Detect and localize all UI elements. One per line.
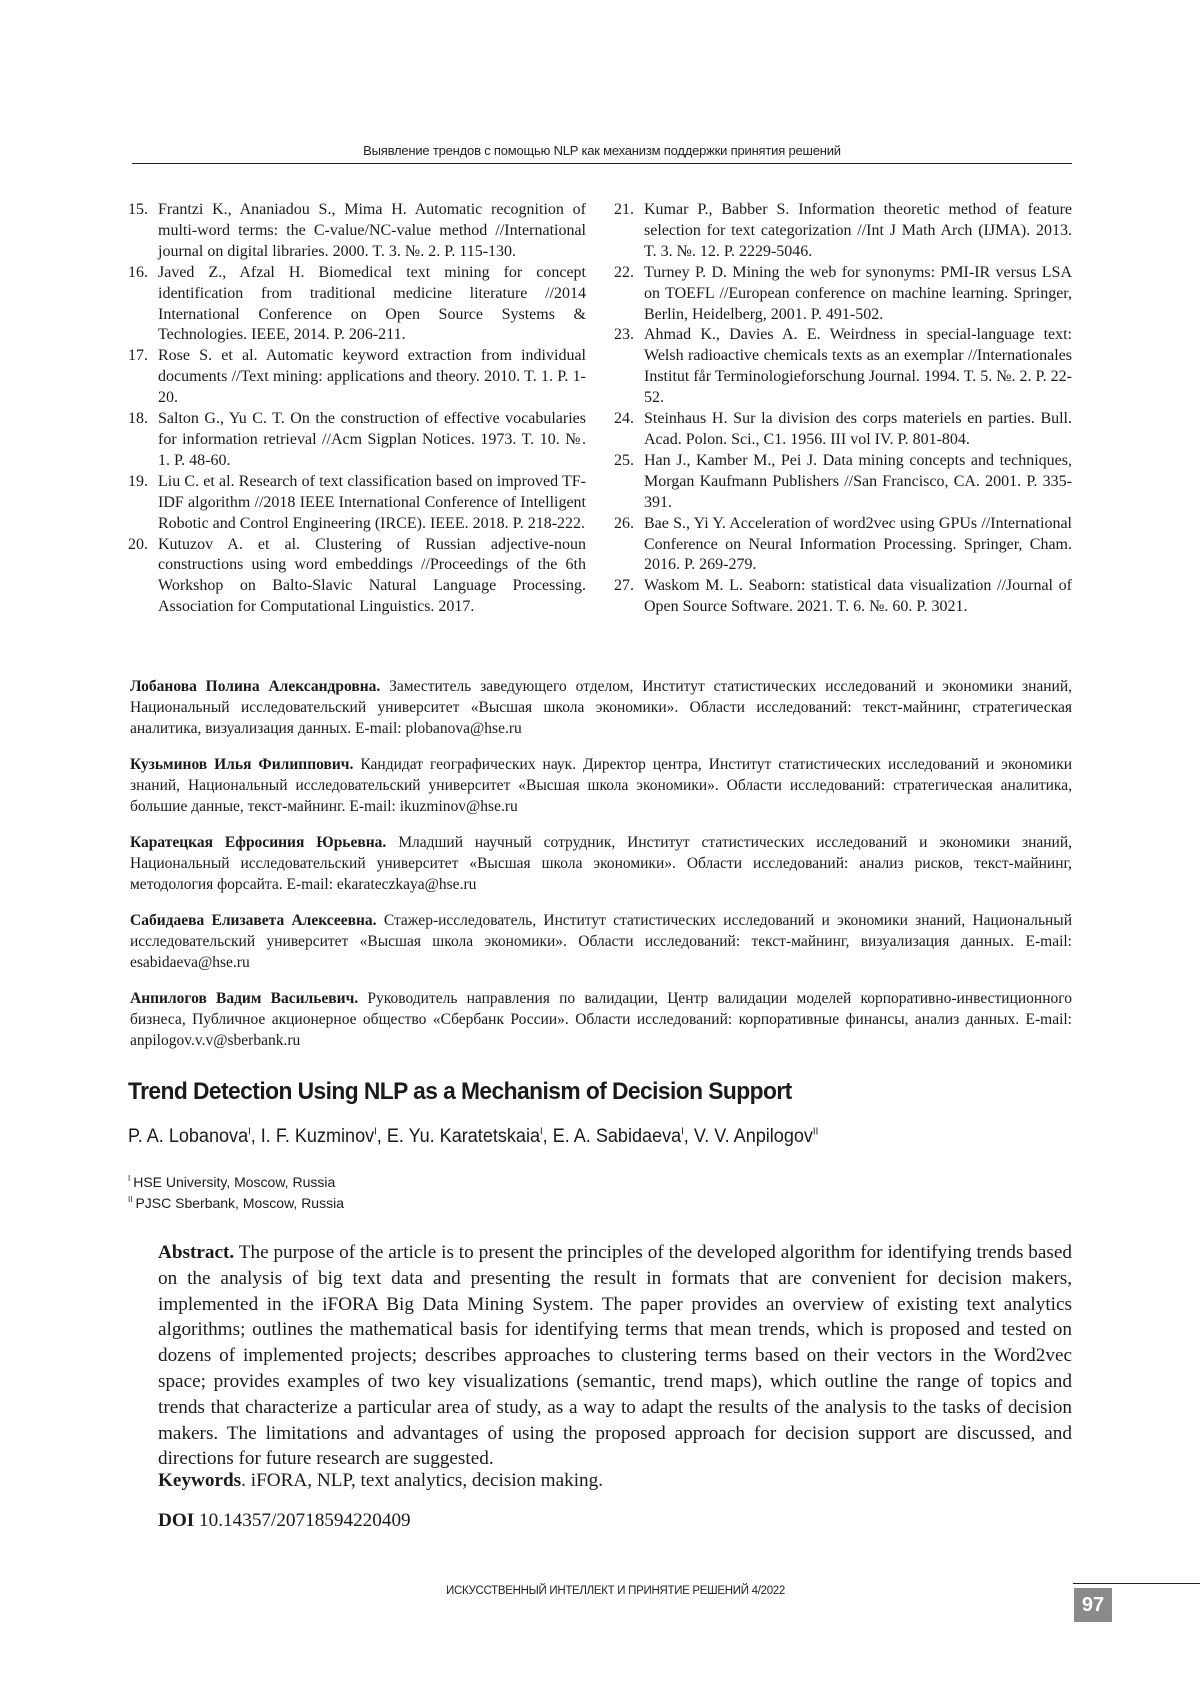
reference-number: 22. — [614, 263, 634, 281]
reference-text: Salton G., Yu C. T. On the construction of effective vocabularies for information retrieval //Acm Sigplan Notices. 1973. T. 10. №. 1. P. 48-60. — [158, 410, 586, 469]
footer-journal-title: ИСКУССТВЕННЫЙ ИНТЕЛЛЕКТ И ПРИНЯТИЕ РЕШЕНИЙ 4/2022 — [446, 1585, 785, 1597]
author-bios — [130, 676, 1072, 1066]
reference-text: Rose S. et al. Automatic keyword extraction from individual documents //Text mining: applications and theory. 2010. T. 1. P. 1-20. — [158, 347, 586, 407]
reference-number: 16. — [128, 263, 148, 281]
affiliation-mark: I — [374, 1126, 377, 1138]
reference-item — [614, 451, 1072, 514]
affiliation-text: HSE University, Moscow, Russia — [133, 1174, 336, 1190]
doi-label: DOI — [158, 1510, 195, 1531]
author-name: P. A. Lobanova — [128, 1126, 249, 1147]
reference-text: Frantzi K., Ananiadou S., Mima H. Automatic recognition of multi-word terms: the C-value/NC-value method //International journal on digital libraries. 2000. T. 3. №. 2. P. 115-130. — [158, 201, 586, 260]
author-separator: , — [683, 1126, 694, 1147]
reference-item — [128, 472, 586, 535]
author-bio — [130, 832, 1072, 895]
author-bio — [130, 988, 1072, 1051]
author-description: Заместитель заведующего отделом, Институт статистических исследований и экономики знаний, Национальный исследовательский университет «Высшая школа экономики». Области исследований: текст-майнинг, стратегическая аналитика, визуализация данных. E-mail: plobanova@hse.ru — [130, 678, 1073, 737]
author-description: Младший научный сотрудник, Институт статистических исследований и экономики знаний, Национальный исследовательский университет «Высшая школа экономики». Области исследований: анализ рисков, текст-майнинг, методология форсайта. E-mail: ekarateczkaya@hse.ru — [130, 834, 1073, 893]
reference-item — [128, 409, 586, 472]
affiliation-text: PJSC Sberbank, Moscow, Russia — [135, 1195, 344, 1211]
author-description: Стажер-исследователь, Институт статистических исследований и экономики знаний, Национальный исследовательский университет «Высшая школа экономики». Области исследований: текст-майнинг, визуализация данных. E-mail: esabidaeva@hse.ru — [130, 912, 1073, 971]
author-separator: , — [542, 1126, 553, 1147]
reference-item — [128, 346, 586, 409]
author-bio — [130, 910, 1072, 973]
reference-number: 21. — [614, 201, 634, 218]
doi-value: 10.14357/20718594220409 — [199, 1510, 411, 1531]
reference-item — [614, 576, 1072, 618]
reference-number: 27. — [614, 577, 634, 595]
abstract-label: Abstract. — [158, 1242, 235, 1263]
author-name: E. Yu. Karatetskaia — [386, 1126, 541, 1147]
references-right-column — [614, 200, 1072, 618]
author-name: Каратецкая Ефросиния Юрьевна. — [130, 834, 387, 851]
reference-text: Han J., Kamber M., Pei J. Data mining concepts and techniques, Morgan Kaufmann Publishers //San Francisco, CA. 2001. P. 335-391. — [644, 451, 1072, 511]
affiliation-mark: II — [128, 1195, 133, 1205]
reference-text: Kumar P., Babber S. Information theoretic method of feature selection for text categorization //Int J Math Arch (IJMA). 2013. T. 3. №. 12. P. 2229-5046. — [644, 201, 1072, 260]
reference-number: 25. — [614, 451, 634, 469]
author-description: Руководитель направления по валидации, Центр валидации моделей корпоративно-инвестиционного бизнеса, Публичное акционерное общество «Сбербанк России». Области исследований: корпоративные финансы, анализ данных. E-mail: anpilogov.v.v@sberbank.ru — [130, 990, 1072, 1049]
reference-number: 26. — [614, 514, 634, 532]
abstract — [158, 1240, 1072, 1472]
reference-item — [614, 409, 1072, 451]
reference-text: Liu C. et al. Research of text classification based on improved TF-IDF algorithm //2018 IEEE International Conference of Intelligent Robotic and Control Engineering (IRCE). IEEE. 2018. P. 218-222. — [158, 472, 586, 532]
running-head: Выявление трендов с помощью NLP как механизм поддержки принятия решений — [363, 143, 841, 158]
reference-number: 18. — [128, 410, 148, 428]
author-name: I. F. Kuzminov — [260, 1126, 375, 1147]
footer-rule — [1073, 1583, 1200, 1584]
reference-text: Turney P. D. Mining the web for synonyms: PMI-IR versus LSA on TOEFL //European conference on machine learning. Springer, Berlin, Heidelberg, 2001. P. 491-502. — [644, 263, 1072, 323]
reference-item — [128, 263, 586, 347]
affiliation — [128, 1174, 728, 1190]
abstract-text: The purpose of the article is to present the principles of the developed algorithm for identifying trends based on the analysis of big text data and presenting the result in formats that are convenient for decision makers, implemented in the iFORA Big Data Mining System. The paper provides an overview of existing text analytics algorithms; outlines the mathematical basis for identifying terms that mean trends, which is proposed and tested on dozens of implemented projects; describes approaches to clustering terms based on their vectors in the Word2vec space; provides examples of two key visualizations (semantic, trend maps), which outline the range of topics and trends that characterize a particular area of study, as a way to adapt the results of the analysis to the tasks of decision makers. The limitations and advantages of using the proposed approach for decision support are discussed, and directions for future research are suggested. — [158, 1242, 1072, 1470]
author-name: Анпилогов Вадим Васильевич. — [130, 990, 359, 1007]
reference-item — [614, 200, 1072, 263]
reference-number: 20. — [128, 535, 148, 553]
reference-number: 23. — [614, 326, 634, 344]
reference-number: 19. — [128, 472, 148, 490]
author-name: Кузьминов Илья Филиппович. — [130, 756, 354, 773]
english-title: Trend Detection Using NLP as a Mechanism of Decision Support — [128, 1078, 792, 1105]
reference-number: 17. — [128, 347, 148, 365]
author-name: Сабидаева Елизавета Алексеевна. — [130, 912, 377, 929]
author-separator: , — [250, 1126, 261, 1147]
reference-number: 24. — [614, 410, 634, 428]
keywords-text: . iFORA, NLP, text analytics, decision making. — [241, 1470, 604, 1491]
reference-text: Steinhaus H. Sur la division des corps materiels en parties. Bull. Acad. Polon. Sci., C1. 1956. III vol IV. P. 801-804. — [644, 410, 1072, 448]
affiliation-mark: I — [128, 1174, 131, 1184]
affiliation-mark: I — [540, 1126, 543, 1138]
reference-text: Waskom M. L. Seaborn: statistical data visualization //Journal of Open Source Software. 2021. T. 6. №. 60. P. 3021. — [644, 577, 1072, 616]
reference-text: Javed Z., Afzal H. Biomedical text mining for concept identification from traditional medicine literature //2014 International Conference on Open Source Systems & Technologies. IEEE, 2014. P. 206-211. — [158, 263, 586, 344]
reference-item — [128, 535, 586, 619]
affiliation-mark: II — [812, 1126, 819, 1138]
page-number: 97 — [1074, 1588, 1112, 1622]
reference-item — [128, 200, 586, 263]
keywords-label: Keywords — [158, 1470, 242, 1491]
affiliation-mark: I — [681, 1126, 684, 1138]
author-bio — [130, 676, 1072, 739]
reference-item — [614, 263, 1072, 326]
keywords — [158, 1468, 1072, 1494]
author-bio — [130, 754, 1072, 817]
reference-item — [614, 325, 1072, 409]
author-separator: , — [376, 1126, 387, 1147]
affiliation-mark: I — [248, 1126, 251, 1138]
english-author-list — [128, 1126, 1078, 1148]
author-name: E. A. Sabidaeva — [552, 1126, 682, 1147]
affiliation — [128, 1195, 728, 1211]
author-name: Лобанова Полина Александровна. — [130, 678, 381, 695]
doi — [158, 1508, 1072, 1534]
author-description: Кандидат географических наук. Директор центра, Институт статистических исследований и экономики знаний, Национальный исследовательский университет «Высшая школа экономики». Области исследований: стратегическая аналитика, большие данные, текст-майнинг. E-mail: ikuzminov@hse.ru — [130, 756, 1073, 815]
references-left-column — [128, 200, 586, 618]
reference-text: Bae S., Yi Y. Acceleration of word2vec using GPUs //International Conference on Neural Information Processing. Springer, Cham. 2016. P. 269-279. — [644, 514, 1072, 574]
reference-number: 15. — [128, 201, 148, 218]
reference-item — [614, 514, 1072, 577]
reference-text: Ahmad K., Davies A. E. Weirdness in special-language text: Welsh radioactive chemicals texts as an exemplar //Internationales Institut får Terminologieforschung Journal. 1994. T. 5. №. 2. P. 22-52. — [644, 326, 1072, 407]
reference-text: Kutuzov A. et al. Clustering of Russian adjective-noun constructions using word embeddings //Proceedings of the 6th Workshop on Balto-Slavic Natural Language Processing. Association for Computational Linguistics. 2017. — [158, 535, 586, 616]
author-name: V. V. Anpilogov — [693, 1126, 813, 1147]
header-rule — [132, 163, 1072, 164]
